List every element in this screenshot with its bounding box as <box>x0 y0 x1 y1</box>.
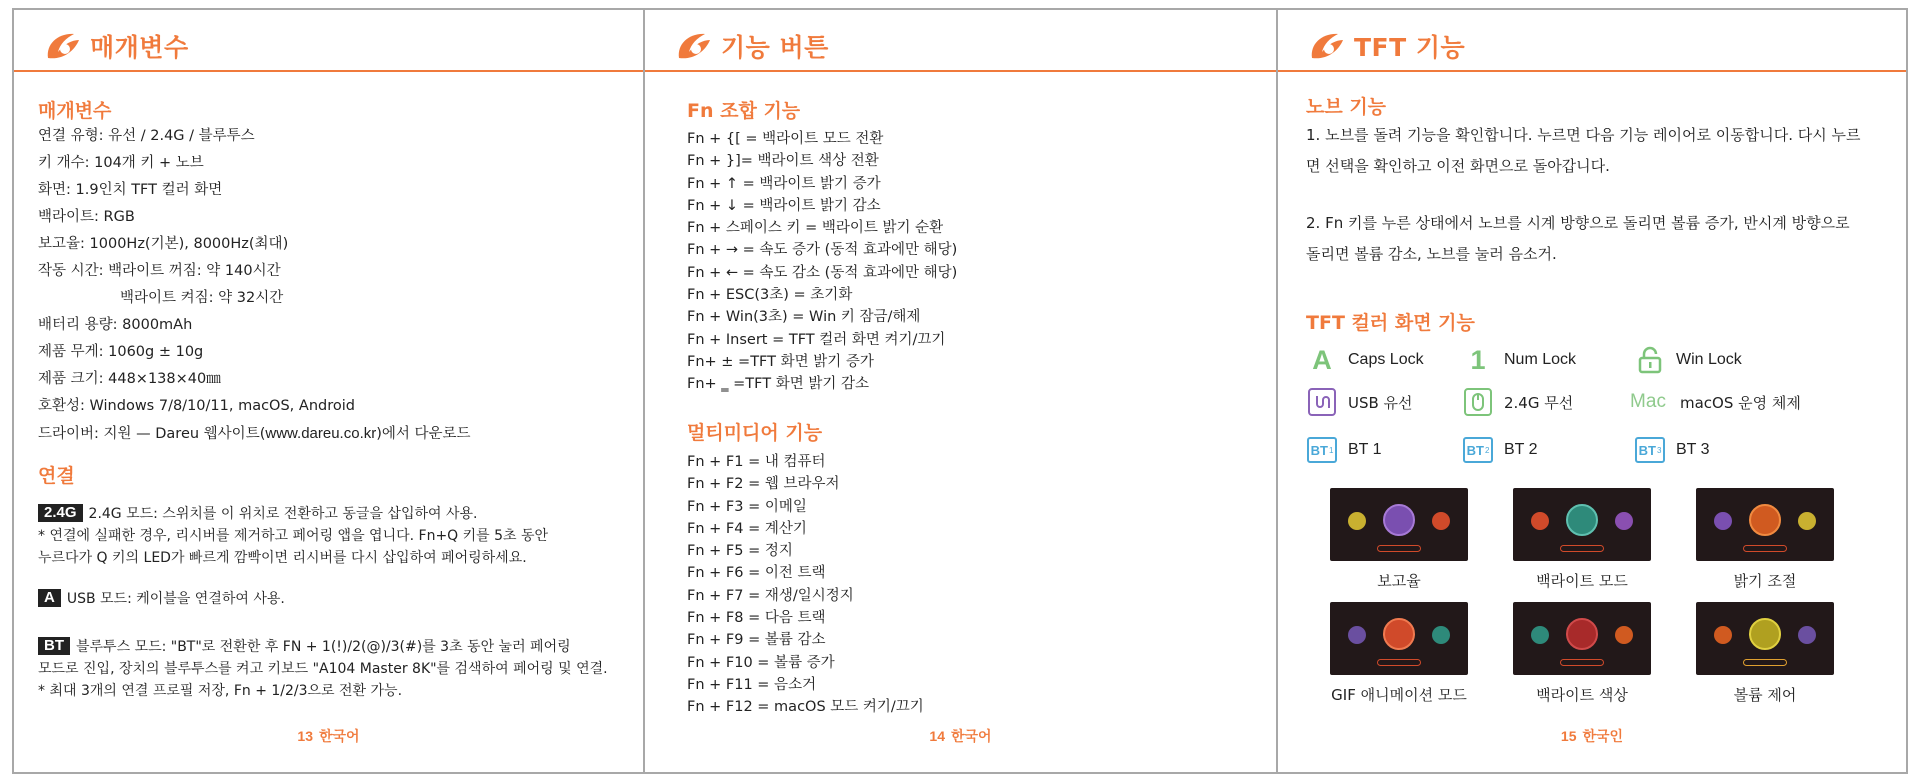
tft-label: Caps Lock <box>1348 351 1424 368</box>
screen-volume-control-thumb <box>1696 602 1834 675</box>
media-item: Fn + F4 = 계산기 <box>687 520 807 537</box>
param-line: 백라이트 켜짐: 약 32시간 <box>120 290 284 306</box>
screen-brightness-thumb <box>1696 488 1834 561</box>
tft-label: BT 2 <box>1504 441 1538 458</box>
media-item: Fn + F8 = 다음 트랙 <box>687 610 826 627</box>
dareu-logo-icon <box>675 30 713 62</box>
page-number: 15 <box>1560 728 1577 744</box>
num-lock-icon: 1 <box>1470 344 1486 375</box>
dareu-logo-icon <box>44 30 82 62</box>
param-line: 백라이트: RGB <box>38 209 135 225</box>
tft-item-win-lock <box>1634 343 1742 377</box>
bluetooth-3-icon: BT 3 <box>1634 434 1666 466</box>
param-line: 제품 무게: 1060g ± 10g <box>38 344 204 360</box>
section-title-knob: 노브 기능 <box>1306 96 1387 118</box>
screen-caption: 볼륨 제어 <box>1733 686 1797 704</box>
mode-bt-note: 모드로 진입, 장치의 블루투스를 켜고 키보드 "A104 Master 8K"를 검색하여 페어링 및 연결. <box>38 661 608 677</box>
media-item: Fn + F9 = 볼륨 감소 <box>687 632 826 649</box>
tft-item-macos <box>1626 385 1801 419</box>
knob-p1-line: 1. 노브를 돌려 기능을 확인합니다. 누르면 다음 기능 레이어로 이동합니다. 다시 누르 <box>1306 126 1861 144</box>
param-line: 작동 시간: 백라이트 꺼짐: 약 140시간 <box>38 263 281 279</box>
fn-combo-item: Fn + ← = 속도 감소 (동적 효과에만 해당) <box>687 264 958 281</box>
page-language: 한국어 <box>319 729 360 745</box>
section-title-tft: TFT 컬러 화면 기능 <box>1306 312 1475 334</box>
page-header <box>14 10 643 72</box>
tft-item-bt3 <box>1634 433 1710 467</box>
screen-backlight-mode-thumb <box>1513 488 1651 561</box>
media-item: Fn + F7 = 재생/일시정지 <box>687 587 854 604</box>
param-line: 연결 유형: 유선 / 2.4G / 블루투스 <box>38 128 255 144</box>
page-number: 14 <box>929 728 945 744</box>
mode-24g-note: * 연결에 실패한 경우, 리시버를 제거하고 페어링 앱을 엽니다. Fn+Q 키를 5초 동안 <box>38 528 549 544</box>
media-item: Fn + F1 = 내 컴퓨터 <box>687 454 826 470</box>
knob-paragraph-1 <box>1306 120 1860 182</box>
media-item: Fn + F11 = 음소거 <box>687 676 817 693</box>
tft-label: USB 유선 <box>1348 393 1413 412</box>
fn-combo-item: Fn + 스페이스 키 = 백라이트 밝기 순환 <box>687 220 944 237</box>
mode-bt-line <box>38 636 571 658</box>
mode-24g-note: 누르다가 Q 키의 LED가 빠르게 깜빡이면 리시버를 다시 삽입하여 페어링하세요. <box>38 550 527 566</box>
dareu-logo-icon <box>1308 30 1346 62</box>
mouse-wireless-icon <box>1462 386 1494 418</box>
lock-icon <box>1634 344 1666 376</box>
page-language: 한국어 <box>951 729 992 745</box>
fn-combo-list <box>687 128 957 396</box>
knob-p2-line: 돌리면 볼륨 감소, 노브를 눌러 음소거. <box>1306 245 1557 263</box>
page-header <box>1278 10 1906 72</box>
screen-caption: 백라이트 모드 <box>1536 572 1628 590</box>
tft-label: BT 3 <box>1676 441 1710 458</box>
mode-usb-line <box>38 588 285 610</box>
tft-label: Win Lock <box>1676 351 1742 368</box>
page-footer <box>14 726 643 746</box>
tft-item-bt2 <box>1462 433 1538 467</box>
screen-caption: 백라이트 색상 <box>1536 686 1628 704</box>
page-footer <box>1278 726 1906 746</box>
usb-cable-icon <box>1306 386 1338 418</box>
section-title-media: 멀티미디어 기능 <box>687 422 823 444</box>
screen-caption: GIF 애니메이션 모드 <box>1331 686 1467 704</box>
fn-combo-item: Fn + ESC(3초) = 초기화 <box>687 287 853 304</box>
mac-icon: Mac <box>1630 391 1666 412</box>
tft-item-caps-lock <box>1306 343 1424 377</box>
tft-item-num-lock <box>1462 343 1576 377</box>
screen-gif-animation-thumb <box>1330 602 1468 675</box>
header-title: 기능 버튼 <box>721 33 829 62</box>
driver-suffix: )에서 다운로드 <box>376 426 471 442</box>
param-line: 보고율: 1000Hz(기본), 8000Hz(최대) <box>38 236 289 252</box>
fn-combo-item: Fn + }]= 백라이트 색상 전환 <box>687 153 879 170</box>
fn-combo-item: Fn+ ‗ =TFT 화면 밝기 감소 <box>687 376 869 393</box>
mode-bt-badge: BT <box>38 637 70 655</box>
mode-usb-badge: A <box>38 589 61 607</box>
section-title-connect: 연결 <box>38 465 75 487</box>
screen-caption: 보고율 <box>1377 572 1421 590</box>
media-item: Fn + F12 = macOS 모드 켜기/끄기 <box>687 699 924 716</box>
media-item: Fn + F3 = 이메일 <box>687 498 807 515</box>
media-item: Fn + F10 = 볼륨 증가 <box>687 654 835 671</box>
tft-item-usb <box>1306 385 1413 419</box>
param-line: 제품 크기: 448×138×40㎜ <box>38 371 221 387</box>
mode-24g-line <box>38 503 477 525</box>
caps-lock-icon: A <box>1312 344 1332 375</box>
page-parameters <box>12 8 645 774</box>
fn-combo-item: Fn+ ± =TFT 화면 밝기 증가 <box>687 353 874 370</box>
media-item: Fn + F2 = 웹 브라우저 <box>687 476 840 493</box>
tft-label: 2.4G 무선 <box>1504 393 1574 412</box>
fn-combo-item: Fn + → = 속도 증가 (동적 효과에만 해당) <box>687 242 958 259</box>
header-title: TFT 기능 <box>1354 33 1466 62</box>
mode-bt-text: 블루투스 모드: "BT"로 전환한 후 FN + 1(!)/2(@)/3(#)를 3초 동안 눌러 페어링 <box>76 639 571 655</box>
screen-report-rate-thumb <box>1330 488 1468 561</box>
section-title-params: 매개변수 <box>38 100 112 122</box>
fn-combo-item: Fn + ↑ = 백라이트 밝기 증가 <box>687 175 881 192</box>
screen-backlight-color-thumb <box>1513 602 1651 675</box>
section-title-fn: Fn 조합 기능 <box>687 100 801 122</box>
media-item: Fn + F6 = 이전 트랙 <box>687 565 826 582</box>
param-line: 배터리 용량: 8000mAh <box>38 317 193 333</box>
header-title: 매개변수 <box>90 33 189 62</box>
knob-paragraph-2 <box>1306 208 1850 270</box>
knob-p2-line: 2. Fn 키를 누른 상태에서 노브를 시계 방향으로 돌리면 볼륨 증가, 반시계 방향으로 <box>1306 214 1850 232</box>
media-list <box>687 451 924 719</box>
mode-usb-text: USB 모드: 케이블을 연결하여 사용. <box>66 591 285 607</box>
tft-label: Num Lock <box>1504 351 1577 368</box>
tft-label: macOS 운영 체제 <box>1680 393 1801 412</box>
fn-combo-item: Fn + {[ = 백라이트 모드 전환 <box>687 131 884 147</box>
bluetooth-2-icon: BT 2 <box>1462 434 1494 466</box>
fn-combo-item: Fn + Insert = TFT 컬러 화면 켜기/끄기 <box>687 331 946 348</box>
page-function-buttons <box>645 8 1278 774</box>
tft-item-wireless <box>1462 385 1573 419</box>
param-line: 화면: 1.9인치 TFT 컬러 화면 <box>38 182 223 198</box>
tft-label: BT 1 <box>1348 441 1382 458</box>
param-line: 키 개수: 104개 키 + 노브 <box>38 155 204 171</box>
bluetooth-1-icon: BT 1 <box>1306 434 1338 466</box>
mode-24g-badge: 2.4G <box>38 504 83 522</box>
media-item: Fn + F5 = 정지 <box>687 543 793 560</box>
page-language: 한국인 <box>1582 729 1624 745</box>
driver-url: www.dareu.co.kr <box>265 425 377 442</box>
fn-combo-item: Fn + ↓ = 백라이트 밝기 감소 <box>687 197 881 214</box>
screen-caption: 밝기 조절 <box>1733 572 1797 590</box>
knob-p1-line: 면 선택을 확인하고 이전 화면으로 돌아갑니다. <box>1306 157 1610 175</box>
page-footer <box>645 726 1276 746</box>
driver-prefix: 드라이버: 지원 — Dareu 웹사이트( <box>38 426 266 442</box>
page-number: 13 <box>297 728 313 744</box>
mode-bt-note: * 최대 3개의 연결 프로필 저장, Fn + 1/2/3으로 전환 가능. <box>38 683 403 699</box>
page-tft-functions <box>1278 8 1908 774</box>
tft-item-bt1 <box>1306 433 1382 467</box>
page-header <box>645 10 1276 72</box>
fn-combo-item: Fn + Win(3초) = Win 키 잠금/해제 <box>687 309 921 326</box>
param-line: 호환성: Windows 7/8/10/11, macOS, Android <box>38 398 355 414</box>
driver-line <box>38 420 471 448</box>
mode-24g-text: 2.4G 모드: 스위치를 이 위치로 전환하고 동글을 삽입하여 사용. <box>88 506 478 522</box>
